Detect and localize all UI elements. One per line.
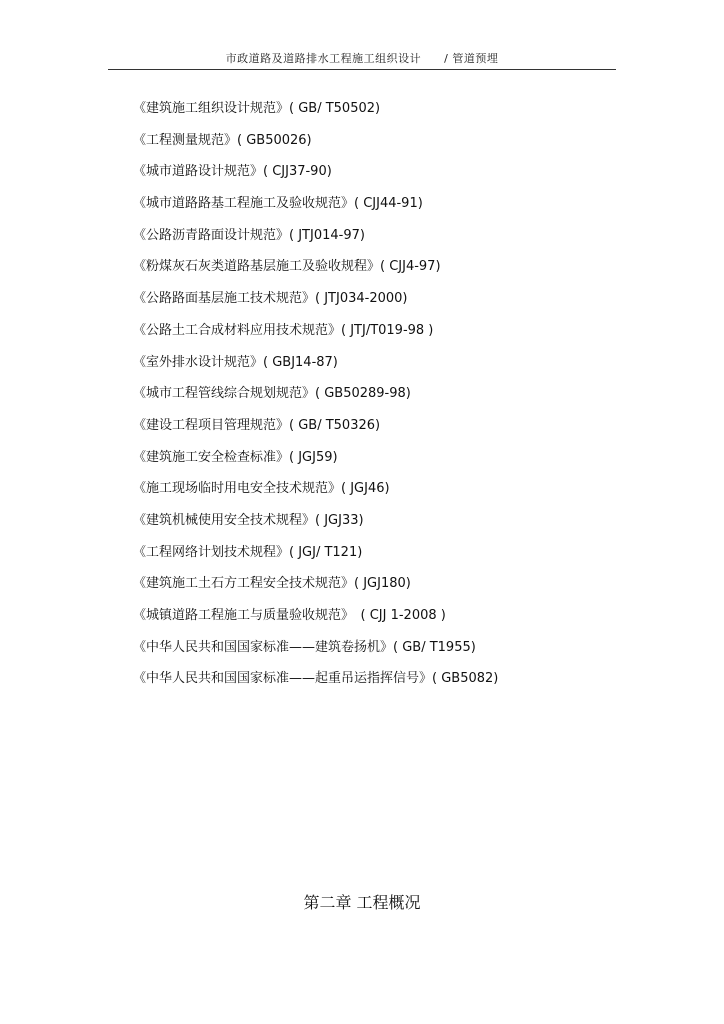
header-divider (108, 69, 616, 70)
standard-item: 《工程测量规范》( GB50026) (133, 132, 312, 148)
page-header: 市政道路及道路排水工程施工组织设计 / 管道预埋 (225, 52, 499, 65)
standard-item: 《中华人民共和国国家标准——起重吊运指挥信号》( GB5082) (133, 671, 499, 687)
standard-item: 《建筑施工安全检查标准》( JGJ59) (133, 449, 338, 465)
standard-item: 《建设工程项目管理规范》( GB/ T50326) (133, 417, 381, 433)
standard-item: 《室外排水设计规范》( GBJ14-87) (133, 354, 338, 370)
standard-item: 《中华人民共和国国家标准——建筑卷扬机》( GB/ T1955) (133, 639, 476, 655)
standard-item: 《公路沥青路面设计规范》( JTJ014-97) (133, 227, 365, 243)
standard-item: 《施工现场临时用电安全技术规范》( JGJ46) (133, 481, 390, 497)
standard-item: 《公路土工合成材料应用技术规范》( JTJ/T019-98 ) (133, 322, 434, 338)
standard-item: 《工程网络计划技术规程》( JGJ/ T121) (133, 544, 363, 560)
standard-item: 《城镇道路工程施工与质量验收规范》 ( CJJ 1-2008 ) (133, 608, 446, 623)
standard-item: 《建筑施工土石方工程安全技术规范》( JGJ180) (133, 576, 411, 592)
standard-item: 《公路路面基层施工技术规范》( JTJ034-2000) (133, 291, 408, 307)
standard-item: 《城市道路设计规范》( CJJ37-90) (133, 164, 332, 180)
standard-item: 《建筑机械使用安全技术规程》( JGJ33) (133, 512, 364, 528)
standard-item: 《粉煤灰石灰类道路基层施工及验收规程》( CJJ4-97) (133, 259, 441, 275)
standard-item: 《城市工程管线综合规划规范》( GB50289-98) (133, 386, 411, 402)
standards-list (133, 100, 693, 702)
standard-item: 《城市道路路基工程施工及验收规范》( CJJ44-91) (133, 196, 423, 212)
standard-item: 《建筑施工组织设计规范》( GB/ T50502) (133, 101, 381, 116)
chapter-title: 第二章 工程概况 (303, 893, 421, 912)
